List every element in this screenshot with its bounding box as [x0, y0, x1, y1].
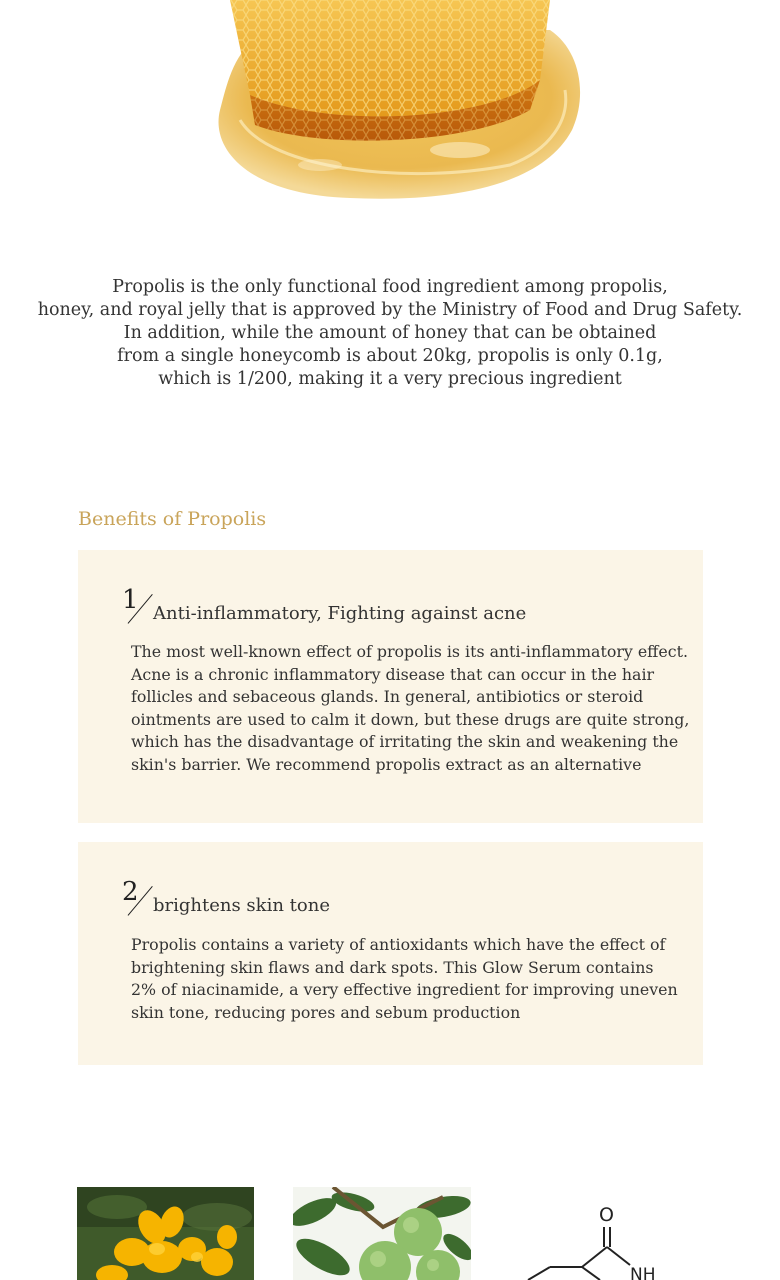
benefit-card-1 [78, 550, 703, 823]
benefit-line: The most well-known effect of propolis is its anti-inflammatory effect. [131, 642, 688, 661]
intro-line: In addition, while the amount of honey that can be obtained [123, 323, 657, 343]
benefit-description [131, 934, 691, 1024]
benefit-line: 2% of niacinamide, a very effective ingredient for improving uneven [131, 980, 678, 1000]
benefit-line: skin tone, reducing pores and sebum production [131, 1002, 521, 1022]
benefit-line: ointments are used to calm it down, but these drugs are quite strong, [131, 709, 690, 729]
niacinamide-structure-image [520, 1187, 680, 1280]
intro-line: which is 1/200, making it a very precious ingredient [158, 369, 622, 389]
honeycomb-image [210, 0, 585, 205]
intro-paragraph [0, 276, 780, 391]
benefit-number: 1 [122, 585, 139, 615]
benefit-line: brightening skin flaws and dark spots. This Glow Serum contains [131, 957, 654, 977]
benefit-card-2 [78, 842, 703, 1065]
intro-line: Propolis is the only functional food ingredient among propolis, [112, 277, 668, 297]
green-fruit-image [293, 1187, 471, 1280]
benefit-number: 2 [122, 877, 139, 907]
benefit-line: Propolis contains a variety of antioxidants which have the effect of [131, 935, 666, 954]
benefit-line: follicles and sebaceous glands. In general, antibiotics or steroid [131, 687, 644, 707]
atom-nh-label: NH [630, 1265, 656, 1280]
benefit-line: skin's barrier. We recommend propolis extract as an alternative [131, 754, 642, 774]
atom-o-label: O [599, 1204, 614, 1226]
section-title: Benefits of Propolis [78, 508, 267, 530]
benefit-line: Acne is a chronic inflammatory disease that can occur in the hair [131, 664, 655, 684]
benefit-line: which has the disadvantage of irritating the skin and weakening the [131, 732, 679, 752]
benefit-description [131, 641, 691, 777]
yellow-flower-image [77, 1187, 254, 1280]
benefit-title: brightens skin tone [153, 895, 330, 916]
benefit-title: Anti-inflammatory, Fighting against acne [153, 603, 527, 624]
intro-line: honey, and royal jelly that is approved by the Ministry of Food and Drug Safety. [37, 300, 743, 320]
intro-line: from a single honeycomb is about 20kg, propolis is only 0.1g, [117, 346, 663, 366]
